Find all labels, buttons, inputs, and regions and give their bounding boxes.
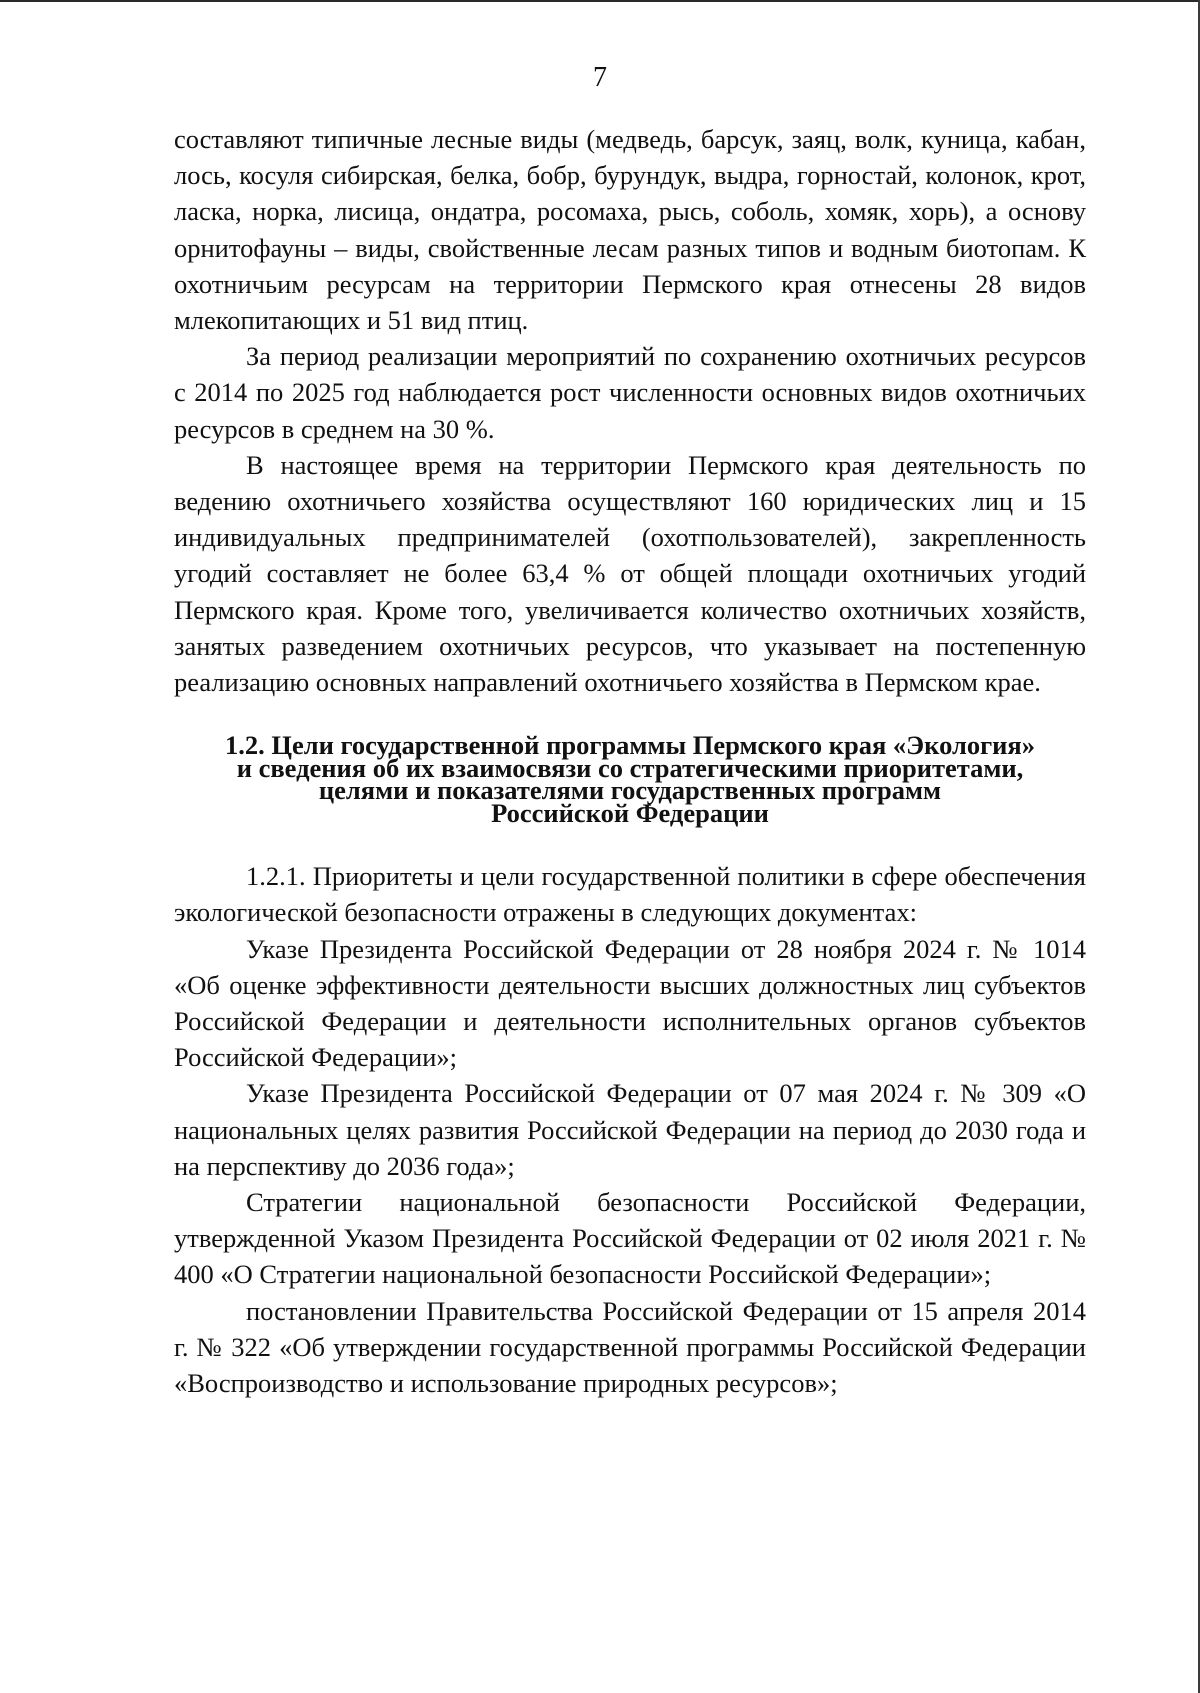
paragraph-hunting-users: В настоящее время на территории Пермского края деятельность по ведению охотничьего хозяйства осуществляют 160 юридических лиц и 15 индивидуальных предпринимателей (охотпользователей), закрепленность угодий составляет не более 63,4 % от общей площади охотничьих угодий Пермского края. Кроме того, увеличивается количество охотничьих хозяйств, занятых разведением охотничьих ресурсов, что указывает на постепенную реализацию основных направлений охотничьего хозяйства в Пермском крае. [174, 449, 1086, 698]
document-body [174, 121, 1086, 1401]
section-heading-line: целями и показателями государственных программ [318, 775, 942, 806]
section-heading-line: и сведения об их взаимосвязи со стратегическими приоритетами, [236, 752, 1024, 783]
paragraph-priorities-intro: 1.2.1. Приоритеты и цели государственной политики в сфере обеспечения экологической безопасности отражены в следующих документах: [174, 861, 1086, 928]
paragraph-decree-309: Указе Президента Российской Федерации от 07 мая 2024 г. № 309 «О национальных целях развития Российской Федерации на период до 2030 года и на перспективу до 2036 года»; [174, 1078, 1086, 1181]
section-heading-line: Российской Федерации [491, 797, 769, 828]
paragraph-decree-1014: Указе Президента Российской Федерации от 28 ноября 2024 г. № 1014 «Об оценке эффективности деятельности высших должностных лиц субъектов Российской Федерации и деятельности исполнительных органов субъектов Российской Федерации»; [174, 933, 1086, 1073]
section-heading-line: 1.2. Цели государственной программы Пермского края «Экология» [225, 730, 1035, 761]
paragraph-national-security-strategy: Стратегии национальной безопасности Российской Федерации, утвержденной Указом Президента Российской Федерации от 02 июля 2021 г. № 400 «О Стратегии национальной безопасности Российской Федерации»; [174, 1187, 1086, 1290]
paragraph-fauna-continuation: составляют типичные лесные виды (медведь, барсук, заяц, волк, куница, кабан, лось, косуля сибирская, белка, бобр, бурундук, выдра, горностай, колонок, крот, ласка, норка, лисица, ондатра, росомаха, рысь, соболь, хомяк, хорь), а основу орнитофауны – виды, свойственные лесам разных типов и водным биотопам. К охотничьим ресурсам на территории Пермского края отнесены 28 видов млекопитающих и 51 вид птиц. [174, 124, 1086, 336]
paragraph-population-growth: За период реализации мероприятий по сохранению охотничьих ресурсов с 2014 по 2025 год наблюдается рост численности основных видов охотничьих ресурсов в среднем на 30 %. [174, 341, 1086, 444]
scan-edge-top [0, 0, 1200, 2]
page-number: 7 [593, 62, 607, 93]
paragraph-government-resolution-322: постановлении Правительства Российской Федерации от 15 апреля 2014 г. № 322 «Об утверждении государственной программы Российской Федерации «Воспроизводство и использование природных ресурсов»; [174, 1295, 1086, 1399]
section-heading [174, 730, 1086, 828]
